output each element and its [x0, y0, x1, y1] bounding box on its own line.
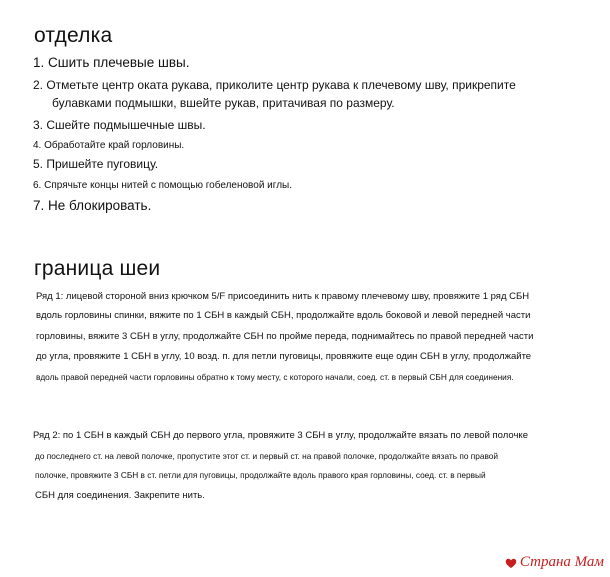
finishing-step-2-continued: булавками подмышки, вшейте рукав, притачивая по размеру.	[52, 96, 395, 110]
finishing-step-5: 5. Пришейте пуговицу.	[33, 157, 159, 171]
finishing-step-3: 3. Сшейте подмышечные швы.	[33, 118, 206, 132]
neckband-row1-line-4: до угла, провяжите 1 СБН в углу, 10 возд. п. для петли пуговицы, провяжите еще один СБН в углу, продолжайте	[36, 351, 532, 362]
neckband-row1-line-5: вдоль правой передней части горловины обратно к тому месту, с которого начали, соед. ст. в первый СБН для соединения.	[36, 372, 514, 382]
watermark	[504, 554, 604, 571]
neckband-row2-line-4: СБН для соединения. Закрепите нить.	[35, 490, 205, 501]
finishing-step-7: 7. Не блокировать.	[33, 198, 152, 213]
finishing-step-4: 4. Обработайте край горловины.	[33, 140, 185, 151]
heart-icon	[504, 556, 518, 570]
neckband-row1-line-1: Ряд 1: лицевой стороной вниз крючком 5/F присоединить нить к правому плечевому шву, провяжите 1 ряд СБН	[36, 291, 530, 302]
finishing-heading: отделка	[34, 24, 113, 47]
finishing-step-1: 1. Сшить плечевые швы.	[33, 55, 190, 70]
neckband-row1-line-2: вдоль горловины спинки, вяжите по 1 СБН в каждый СБН, продолжайте вдоль боковой и левой передней части	[36, 310, 531, 321]
neckband-row1-line-3: горловины, вяжите 3 СБН в углу, продолжайте СБН по пройме переда, поднимайтесь по правой передней части	[36, 331, 534, 342]
finishing-step-2: 2. Отметьте центр оката рукава, приколите центр рукава к плечевому шву, прикрепите	[33, 78, 516, 92]
neckband-row2-line-2: до последнего ст. на левой полочке, пропустите этот ст. и первый ст. на правой полочке, продолжайте вязать по правой	[35, 451, 499, 461]
neckband-row2-line-3: полочке, провяжите 3 СБН в ст. петли для пуговицы, продолжайте вдоль правого края горловины, соед. ст. в первый	[35, 470, 486, 480]
neckband-row2-line-1: Ряд 2: по 1 СБН в каждый СБН до первого угла, провяжите 3 СБН в углу, продолжайте вязать по левой полочке	[33, 430, 528, 441]
neckband-heading: граница шеи	[34, 257, 161, 280]
finishing-step-6: 6. Спрячьте концы нитей с помощью гобеленовой иглы.	[33, 180, 292, 191]
watermark-text: Страна Мам	[519, 554, 604, 570]
